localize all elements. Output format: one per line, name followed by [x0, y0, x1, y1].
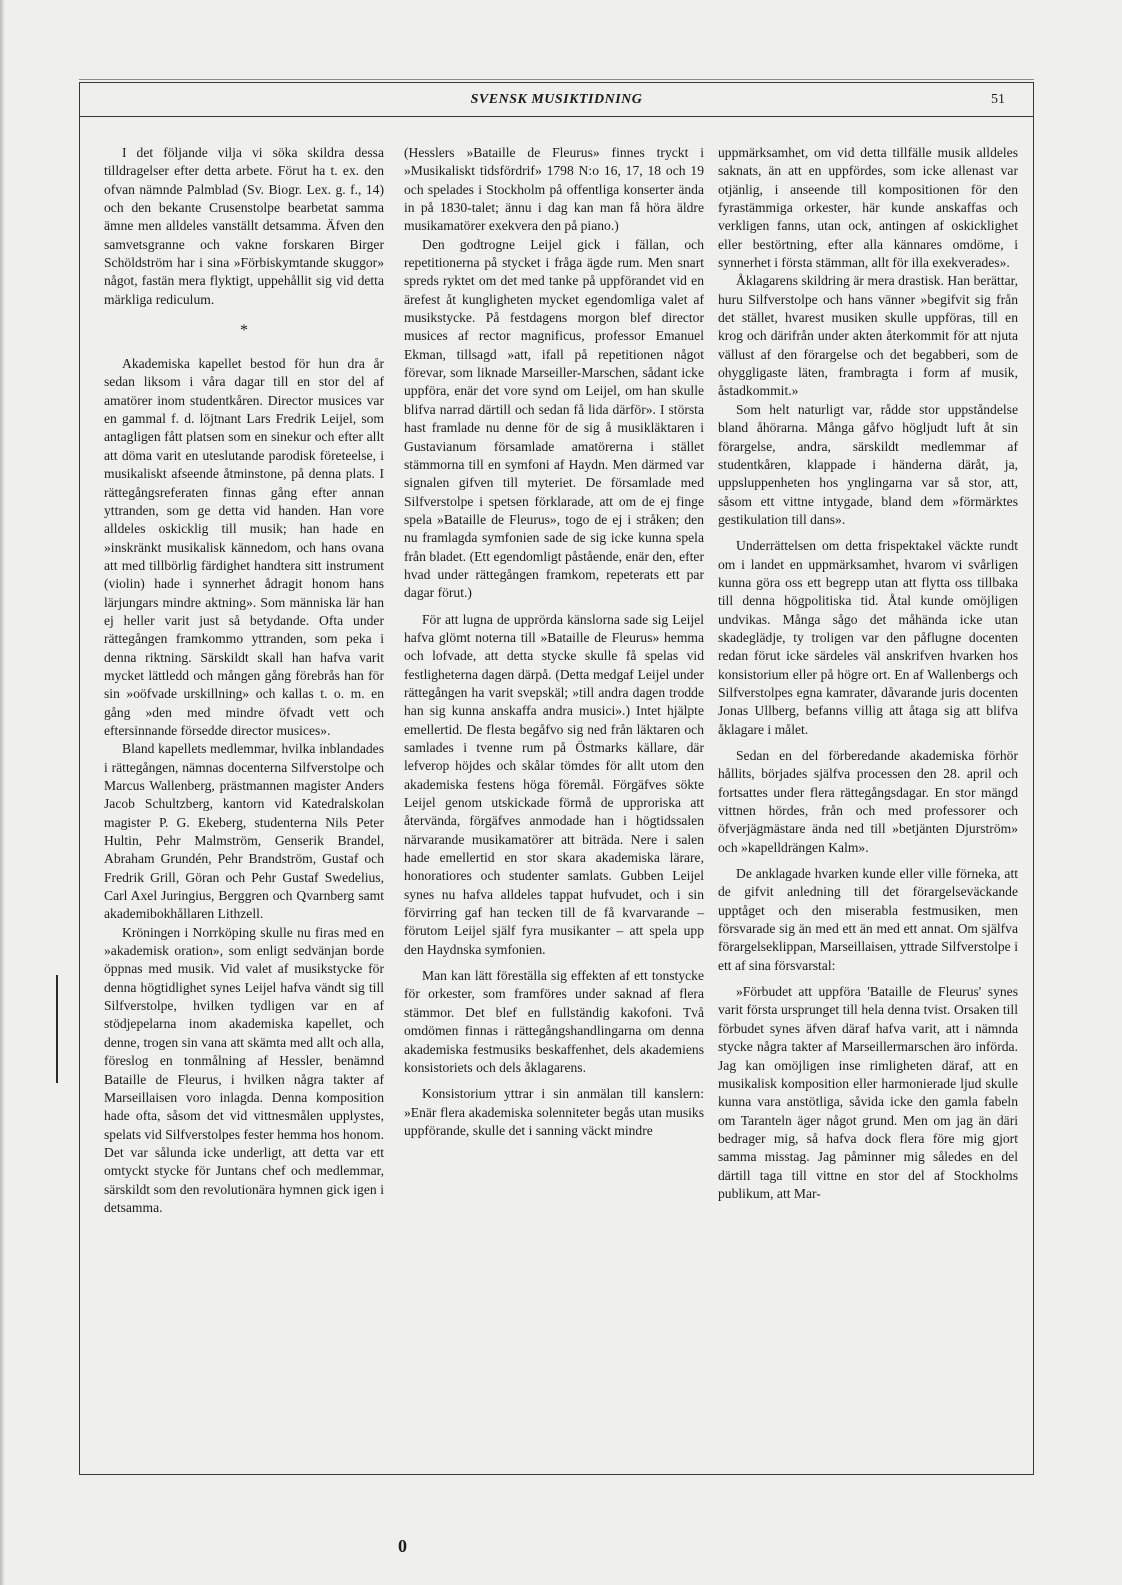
paragraph: »Förbudet att uppföra 'Bataille de Fleurus' synes varit första ursprunget till hela denna tvist. Orsaken till förbudet synes äfven däraf hafva varit, att i nämnda stycke några takter af Marseillermarschen äro införda. Jag kan omöjligen inse rimligheten däraf, att en musikalisk komposition eller harmonierade ljud skulle kunna vara anstötliga, såvida icke den gamla fabeln om Taranteln äger något grund. Men om jag än däri bedrager mig, så hafva dock flera före mig gjort samma misstag. Jag påminner mig således en del därtill taga till vittne en stor del af Stockholms publikum, att Mar- [718, 984, 1018, 1201]
running-head [80, 92, 1033, 114]
paragraph: Akademiska kapellet bestod för hun dra år sedan liksom i våra dagar till en stor del af amatörer inom studentkåren. Director musices var en gammal f. d. löjtnant Lars Fredrik Leijel, som antagligen fått platsen som en sinekur och efter allt att döma varit en uteslutande parodisk företeelse, i musikaliskt afseende åtminstone, på denna plats. I rättegångsreferaten finnas gång efter annan yttranden, som ge detta vid handen. Han vore alldeles oskicklig till musik; han hade en »inskränkt musikalisk kännedom, och hans ovana att med tillbörlig färdighet handtera sitt instrument (violin) hade i synnerhet ådragit honom hans lärjungars mindre aktning». Som människa lär han ej heller varit just så betydande. Ofta under rättegången framkommo yttranden, som peka i denna riktning. Särskildt skall han hafva varit mycket lättledd och mången gång förebrås han för sin »oöfvade urskillning» och kallas t. o. m. en gång »den med mindre öfvadt vett och eftersinnande försedde director musices». [104, 356, 384, 738]
text-column-3 [718, 144, 1018, 1203]
paragraph: (Hesslers »Bataille de Fleurus» finnes tryckt i »Musikaliskt tidsfördrif» 1798 N:o 16, 17, 18 och 19 och spelades i Stockholm på offentliga konserter ända in på 1830-talet; ännu i dag kan man få höra äldre musikamatörer exekvera den på piano.) [404, 145, 704, 234]
margin-pencil-mark [56, 975, 58, 1083]
section-separator: * [240, 322, 248, 340]
paragraph: Den godtrogne Leijel gick i fällan, och repetitionerna på stycket i fråga ägde rum. Men snart spreds ryktet om det med tanke på uppförandet vid en ärefest åt kungligheten mycket egendomliga valet af musikstycke. På festdagens morgon blef director musices af rector magnificus, professor Emanuel Ekman, tillsagd »att, ifall på repetitionen något förevar, som liknade Marseiller-Marschen, sådant icke uppföra, enär det vore synd om Leijel, om han skulle blifva narrad därtill och sedan få lida därför». I största hast framlade nu denne för de sig å musikläktaren i Gustavianum församlade amatörerna i stället stämmorna till en symfoni af Haydn. Men därmed var signalen gifven till myteriet. De församlade med Silfverstolpe i spetsen förklarade, att om de ej finge spela »Bataille de Fleurus», togo de ej i stråken; den nu framlagda symfonien sade de sig icke kunna spela från bladet. (Ett egendomligt påstående, enär den, efter hvad under rättegången framkom, repeterats ett par dagar förut.) [404, 236, 704, 601]
page-number: 51 [991, 92, 1005, 107]
text-column-1 [104, 144, 384, 1217]
paragraph: Som helt naturligt var, rådde stor uppståndelse bland åhörarna. Många gåfvo högljudt luft åt sin förargelse, andra, särskildt medlemmar af studentkåren, klappade i händerna däråt, ja, uppsluppenheten hos ynglingarna var så stor, att, såsom ett vittne intygade, bland dem »förmärktes gestikulation till dans». [718, 401, 1018, 527]
paragraph: Kröningen i Norrköping skulle nu firas med en »akademisk oration», som enligt sedvänjan borde öppnas med musik. Vid valet af musikstycke för denna högtidlighet synes Leijel hafva vändt sig till Silfverstolpe, hvilken tydligen var en af stödjepelarna inom akademiska kapellet, och denne, trogen sin vana att skämta med allt och alla, föreslog en tonmålning af Hessler, benämnd Bataille de Fleurus, i hvilken några takter af Marseillaisen voro inlagda. Denna komposition hade ofta, såsom det vid vittnesmålen upplystes, spelats vid Silfverstolpes fester hemma hos honom. Det var sålunda icke underligt, att detta var ett omtyckt stycke för Juntans chef och medlemmar, särskildt som den revolutionära hymnen gick igen i detsamma. [104, 924, 384, 1215]
journal-title: SVENSK MUSIKTIDNING [470, 92, 643, 107]
paragraph: Konsistorium yttrar i sin anmälan till kanslern: »Enär flera akademiska solenniteter begås utan musiks uppförande, skulle det i sanning väckt mindre [404, 1086, 704, 1138]
top-rule [79, 79, 1034, 80]
text-column-2 [404, 144, 704, 1140]
paragraph: Åklagarens skildring är mera drastisk. Han berättar, huru Silfverstolpe och hans vänner »begifvit sig från det stället, hvarest musiken skulle uppföras, till en krog och därifrån under akten återkommit för att njuta vällust af den förargelse och det begabberi, som de ohyggligaste läten, frambragta i form af musik, åstadkommit.» [718, 273, 1018, 399]
paragraph: Sedan en del förberedande akademiska förhör hållits, börjades själfva processen den 28. april och fortsattes under flera rättegångsdagar. En stor mängd vittnen hördes, från och med professorer och öfverjägmästare ända ned till »betjänten Djurström» och »kapelldrängen Kalm». [718, 748, 1018, 855]
paragraph: Bland kapellets medlemmar, hvilka inblandades i rättegången, nämnas docenterna Silfverstolpe och Marcus Wallenberg, prästmannen magister Anders Jacob Schultzberg, kantorn vid Katedralskolan magister P. G. Ekeberg, studenterna Nils Peter Hultin, Pehr Malmström, Genserik Brandel, Abraham Grundén, Pehr Brandström, Gustaf och Fredrik Grill, Göran och Pehr Gustaf Swedelius, Carl Axel Juringius, Berggren och Qvarnberg samt akademibokhållaren Lithzell. [104, 741, 384, 922]
header-rule [79, 116, 1034, 117]
scan-edge-shadow [0, 0, 5, 1585]
paragraph: Underrättelsen om detta frispektakel väckte rundt om i landet en uppmärksamhet, hvarom vi svårligen kunna göra oss ett begrepp utan att flytta oss tillbaka till denna högpolitiska tid. Åtal kunde omöjligen undvikas. Många sågo det måhända icke utan skadeglädje, ty troligen var den påflugne docenten redan förut icke särdeles väl anskrifven hvarken hos konsistorium eller på högre ort. En af Wallenbergs och Silfverstolpes egna kamrater, dåvarande juris docenten Jonas Ullberg, befanns villig att åtaga sig att blifva åklagare i målet. [718, 538, 1018, 737]
paragraph: Man kan lätt föreställa sig effekten af ett tonstycke för orkester, som framföres under saknad af flera stämmor. Det blef en fullständig kakofoni. Två omdömen finnas i rättegångshandlingarna om denna akademiska festmusiks beskaffenhet, dels akademiens konsistoriets och dels åklagarens. [404, 968, 704, 1075]
footer-mark: 0 [398, 1536, 407, 1556]
paragraph: I det följande vilja vi söka skildra dessa tilldragelser efter detta arbete. Förut ha t. ex. den ofvan nämnde Palmblad (Sv. Biogr. Lex. g. f., 14) och den bekante Crusenstolpe bearbetat samma ämne men alldeles vanställt detsamma. Äfven den samvetsgranne och vakne forskaren Birger Schöldström har i sina »Förbiskymtande skuggor» något, fastän mera flyktigt, uppehållit sig vid detta märkliga rediculum. [104, 145, 384, 307]
paragraph: uppmärksamhet, om vid detta tillfälle musik alldeles saknats, än att en uppfördes, som icke allenast var otjänlig, i anseende till kompositionen för den fyrastämmiga orkester, här kunde anskaffas och verkligen fanns, utan ock, antingen af oskicklighet eller bestörtning, efter alla kännares omdöme, i synnerhet i första stämman, allt för illa exekverades». [718, 145, 1018, 271]
paragraph: För att lugna de upprörda känslorna sade sig Leijel hafva glömt noterna till »Bataille de Fleurus» hemma och lofvade, att detta stycke skulle få spelas vid festligheterna dagen därpå. (Detta medgaf Leijel under rättegången ha varit svepskäl; »till andra dagen trodde han sig kunna anskaffa andra musici».) Intet hjälpte emellertid. De flesta begåfvo sig ned från läktaren och samlades i tvenne rum på Östmarks källare, där lefverop höjdes och skålar tömdes för allt utom den akademiska festens höga föremål. Förgäfves sökte Leijel genom utskickade förmå de upproriska att återvända, förgäfves anmodade han i högtidssalen närvarande musikamatörer att biträda. Nere i salen hade emellertid en stor skara akademiska lärare, honoratiores och studenter samlats. Gubben Leijel synes nu hafva alldeles tappat hufvudet, och i sin förvirring gaf han tecken till de få kvarvarande – förutom Leijel själf fyra musikanter – att spela upp den Haydnska symfonien. [404, 611, 704, 957]
paragraph: De anklagade hvarken kunde eller ville förneka, att de gifvit anledning till det förargelseväckande upptåget och den miserabla festmusiken, men försvarade sig än med ett än med ett annat. Om själfva förargelseklippan, Marseillaisen, yttrade Silfverstolpe i ett af sina försvarstal: [718, 866, 1018, 973]
